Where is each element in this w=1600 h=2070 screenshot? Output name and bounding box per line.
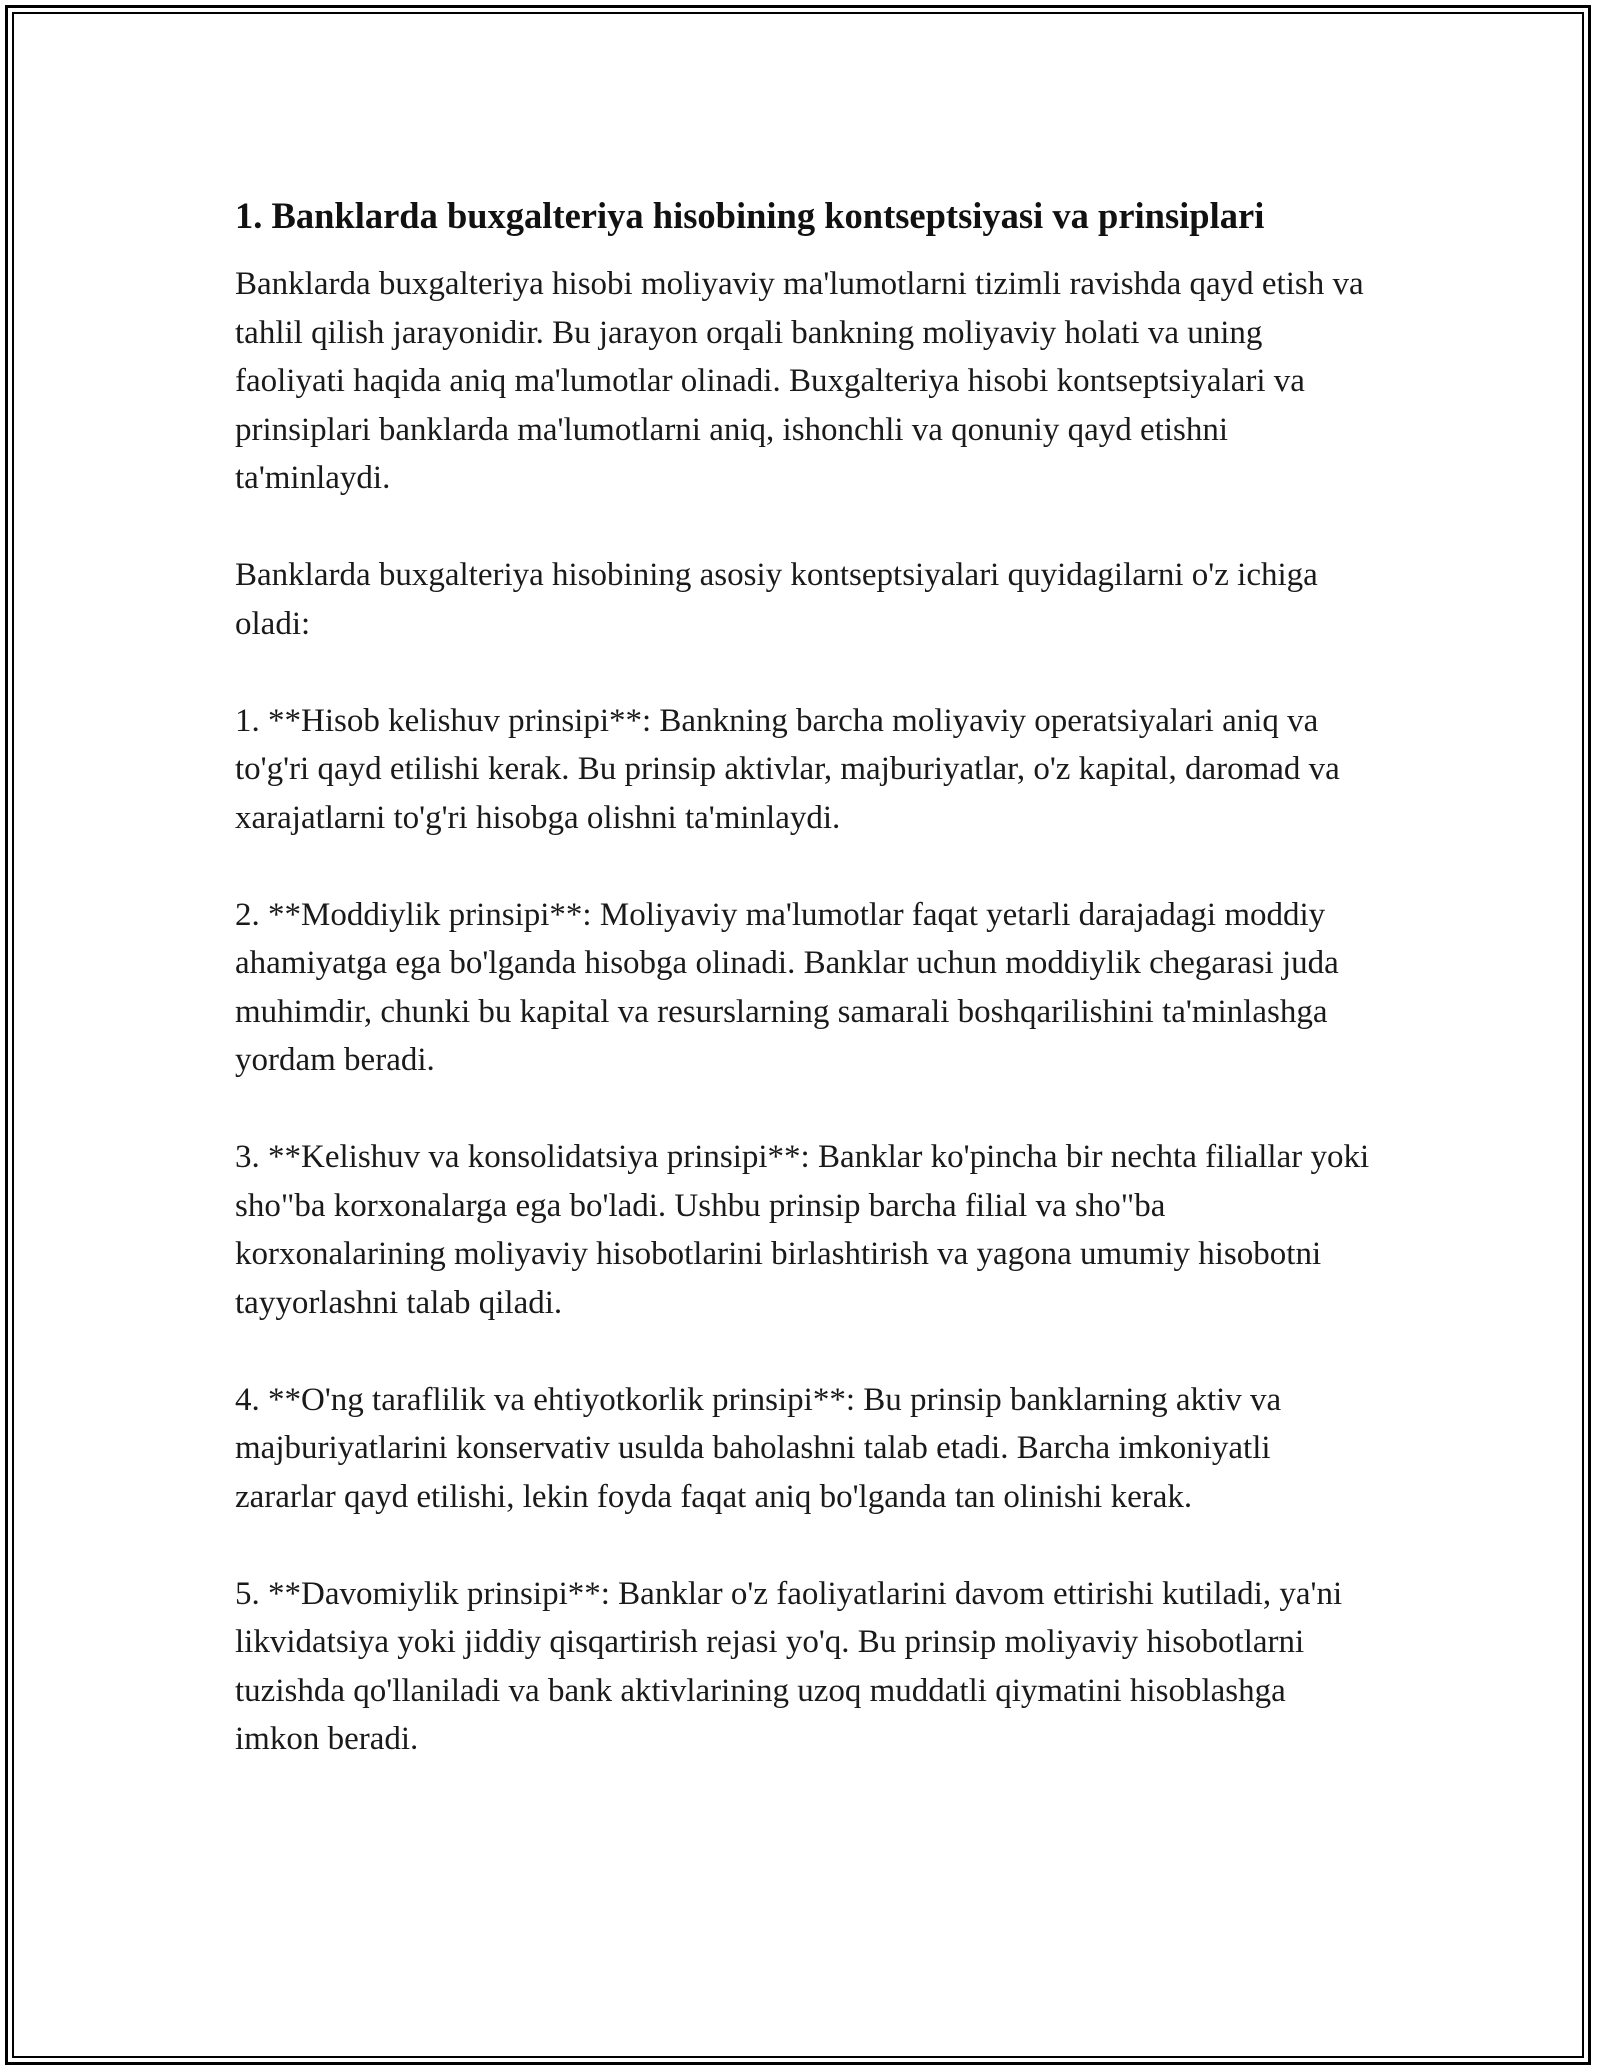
document-title: 1. Banklarda buxgalteriya hisobining kontseptsiyasi va prinsiplari [235,195,1265,236]
principle-item-going-concern: 5. **Davomiylik prinsipi**: Banklar o'z faoliyatlarini davom ettirishi kutiladi, ya'ni likvidatsiya yoki jiddiy qisqartirish rejasi yo'q. Bu prinsip moliyaviy hisobotlarni tuzishda qo'llaniladi va bank aktivlarining uzoq muddatli qiymatini hisoblashga imkon beradi. [235,1575,1343,1757]
intro-paragraph: Banklarda buxgalteriya hisobi moliyaviy ma'lumotlarni tizimli ravishda qayd etish va tahlil qilish jarayonidir. Bu jarayon orqali bankning moliyaviy holati va uning faoliyati haqida aniq ma'lumotlar olinadi. Buxgalteriya hisobi kontseptsiyalari va prinsiplari banklarda ma'lumotlarni aniq, ishonchli va qonuniy qayd etishni ta'minlaydi. [235,266,1364,496]
concepts-lead-paragraph: Banklarda buxgalteriya hisobining asosiy kontseptsiyalari quyidagilarni o'z ichiga oladi: [235,557,1318,642]
document-page [235,188,1375,1812]
principle-item-prudence: 4. **O'ng taraflilik va ehtiyotkorlik prinsipi**: Bu prinsip banklarning aktiv va majburiyatlarini konservativ usulda baholashni talab etadi. Barcha imkoniyatli zararlar qayd etilishi, lekin foyda faqat aniq bo'lganda tan olinishi kerak. [235,1381,1282,1515]
principle-item-accounting-agreement: 1. **Hisob kelishuv prinsipi**: Bankning barcha moliyaviy operatsiyalari aniq va to'g'ri qayd etilishi kerak. Bu prinsip aktivlar, majburiyatlar, o'z kapital, daromad va xarajatlarni to'g'ri hisobga olishni ta'minlaydi. [235,702,1340,836]
principles-list [235,697,1375,1764]
principle-item-consolidation: 3. **Kelishuv va konsolidatsiya prinsipi**: Banklar ko'pincha bir nechta filiallar yoki sho"ba korxonalarga ega bo'ladi. Ushbu prinsip barcha filial va sho"ba korxonalarining moliyaviy hisobotlarini birlashtirish va yagona umumiy hisobotni tayyorlashni talab qiladi. [235,1139,1370,1321]
principle-item-materiality: 2. **Moddiylik prinsipi**: Moliyaviy ma'lumotlar faqat yetarli darajadagi moddiy ahamiyatga ega bo'lganda hisobga olinadi. Banklar uchun moddiylik chegarasi juda muhimdir, chunki bu kapital va resurslarning samarali boshqarilishini ta'minlashga yordam beradi. [235,896,1339,1078]
